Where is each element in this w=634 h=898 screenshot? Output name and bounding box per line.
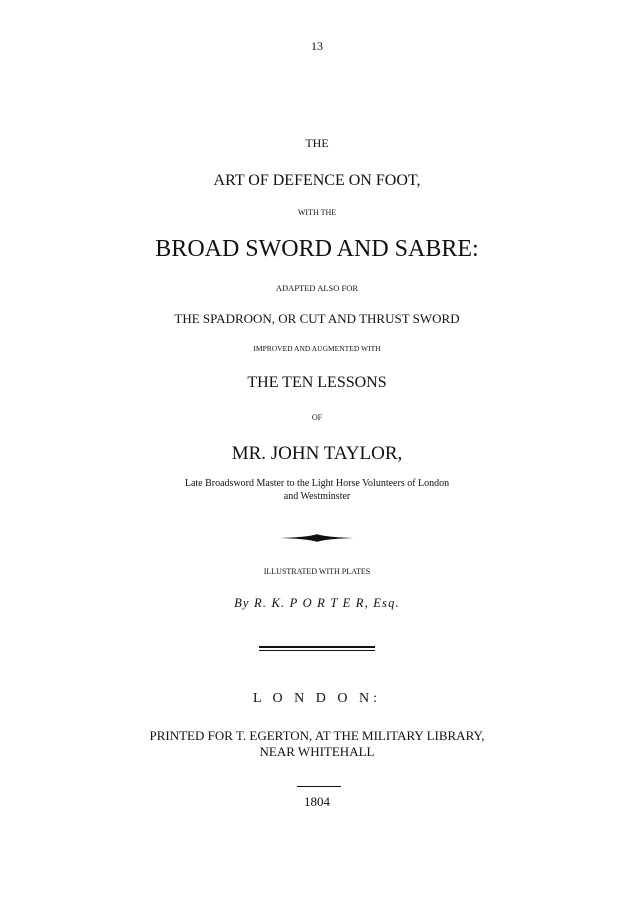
illustrated-with-plates: ILLUSTRATED WITH PLATES — [263, 567, 371, 576]
subtitle-spadroon: THE SPADROON, OR CUT AND THRUST SWORD — [174, 311, 460, 326]
author-description-line-2: and Westminster — [283, 491, 351, 502]
author-description-line-1: Late Broadsword Master to the Light Horse Volunteers of London — [184, 478, 450, 489]
title-the: THE — [305, 136, 329, 150]
title-with-the: WITH THE — [297, 208, 337, 217]
subtitle-improved: IMPROVED AND AUGMENTED WITH — [253, 344, 381, 353]
imprint-city: L O N D O N: — [253, 691, 381, 706]
subtitle-of: OF — [311, 413, 323, 422]
tapered-rule-ornament-icon — [280, 533, 354, 543]
illustrator-credit: By R. K. P O R T E R, Esq. — [234, 596, 400, 610]
title-art-of-defence: ART OF DEFENCE ON FOOT, — [213, 172, 421, 189]
imprint-year: 1804 — [304, 794, 330, 809]
subtitle-ten-lessons: THE TEN LESSONS — [247, 374, 387, 391]
short-rule-divider — [297, 786, 341, 787]
imprint-printer-line-2: NEAR WHITEHALL — [259, 744, 375, 759]
author-name: MR. JOHN TAYLOR, — [231, 443, 403, 464]
main-title: BROAD SWORD AND SABRE: — [155, 236, 479, 262]
double-rule-divider — [259, 646, 375, 651]
imprint-printer-line-1: PRINTED FOR T. EGERTON, AT THE MILITARY LIBRARY, — [149, 728, 485, 743]
page-number: 13 — [311, 39, 323, 53]
subtitle-adapted-also-for: ADAPTED ALSO FOR — [275, 283, 359, 293]
